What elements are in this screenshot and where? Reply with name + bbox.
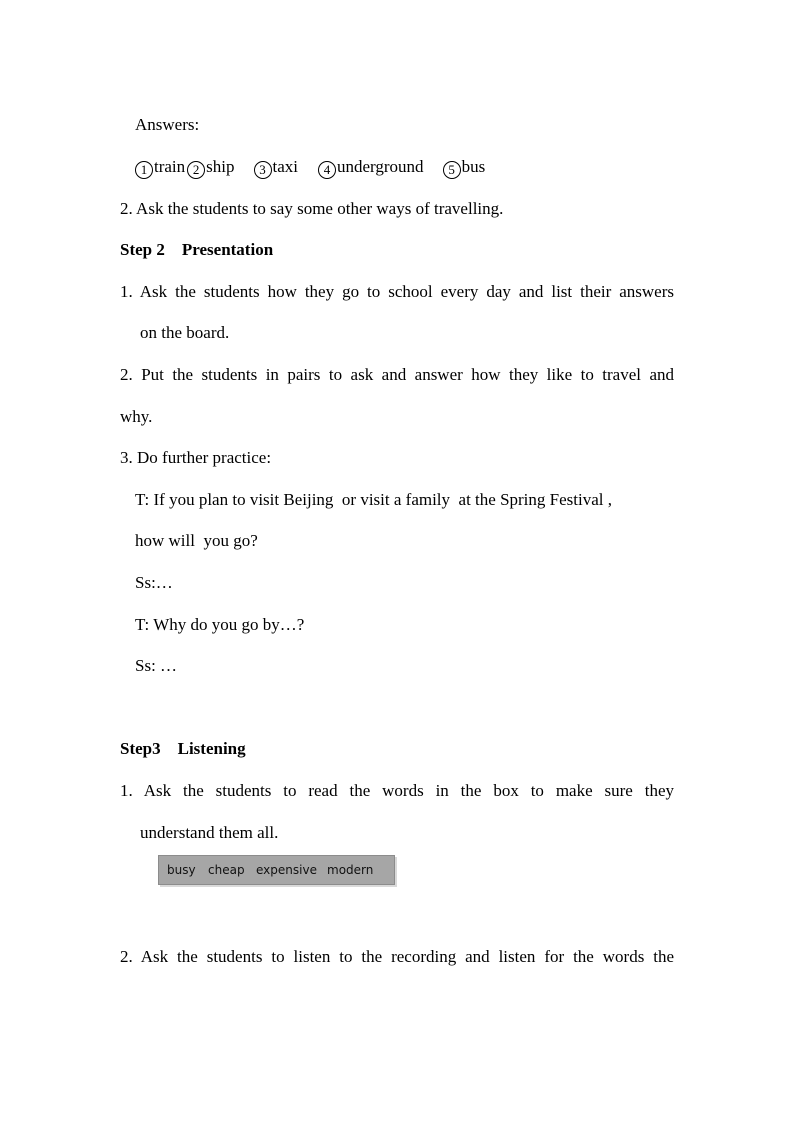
word-box-item: modern — [327, 863, 374, 877]
step2-item-1-line-2: on the board. — [140, 323, 230, 342]
answer-item — [187, 157, 234, 179]
circled-number: 2 — [187, 161, 205, 179]
circled-number: 1 — [135, 161, 153, 179]
step2-heading: Step 2 Presentation — [120, 240, 274, 259]
step3-heading: Step3 Listening — [120, 739, 246, 758]
step2-item-2-line-1: 2. Put the students in pairs to ask and answer how they like to travel and — [120, 365, 674, 384]
answers-label: Answers: — [135, 115, 200, 134]
answer-item — [254, 157, 299, 179]
circled-number: 3 — [254, 161, 272, 179]
circled-number: 5 — [443, 161, 461, 179]
answer-word: train — [154, 157, 186, 176]
answer-item — [318, 157, 424, 179]
step3-item-2-line-1: 2. Ask the students to listen to the recording and listen for the words the — [120, 947, 674, 966]
answer-item — [443, 157, 486, 179]
answer-word: underground — [337, 157, 424, 176]
answer-word: taxi — [272, 157, 298, 176]
circled-number: 4 — [318, 161, 336, 179]
answer-word: ship — [206, 157, 235, 176]
dialogue-line: Ss:… — [135, 573, 173, 592]
answer-word: bus — [461, 157, 486, 176]
word-box-item: cheap — [208, 863, 245, 877]
dialogue-line: Ss: … — [135, 656, 178, 675]
answers-list — [135, 157, 485, 179]
word-box-item: busy — [167, 863, 196, 877]
step3-item-1-line-2: understand them all. — [140, 823, 279, 842]
answer-item — [135, 157, 185, 179]
word-box — [158, 855, 395, 885]
dialogue-line: how will you go? — [135, 531, 258, 550]
dialogue-line: T: If you plan to visit Beijing or visit a family at the Spring Festival , — [135, 490, 612, 509]
step2-item-3: 3. Do further practice: — [120, 448, 272, 467]
step2-item-2-line-2: why. — [120, 407, 153, 426]
word-box-item: expensive — [256, 863, 317, 877]
step2-item-1-line-1: 1. Ask the students how they go to school every day and list their answers — [120, 282, 674, 301]
step1-item-2: 2. Ask the students to say some other ways of travelling. — [120, 199, 504, 218]
step3-item-1-line-1: 1. Ask the students to read the words in the box to make sure they — [120, 781, 674, 800]
dialogue-line: T: Why do you go by…? — [135, 615, 305, 634]
